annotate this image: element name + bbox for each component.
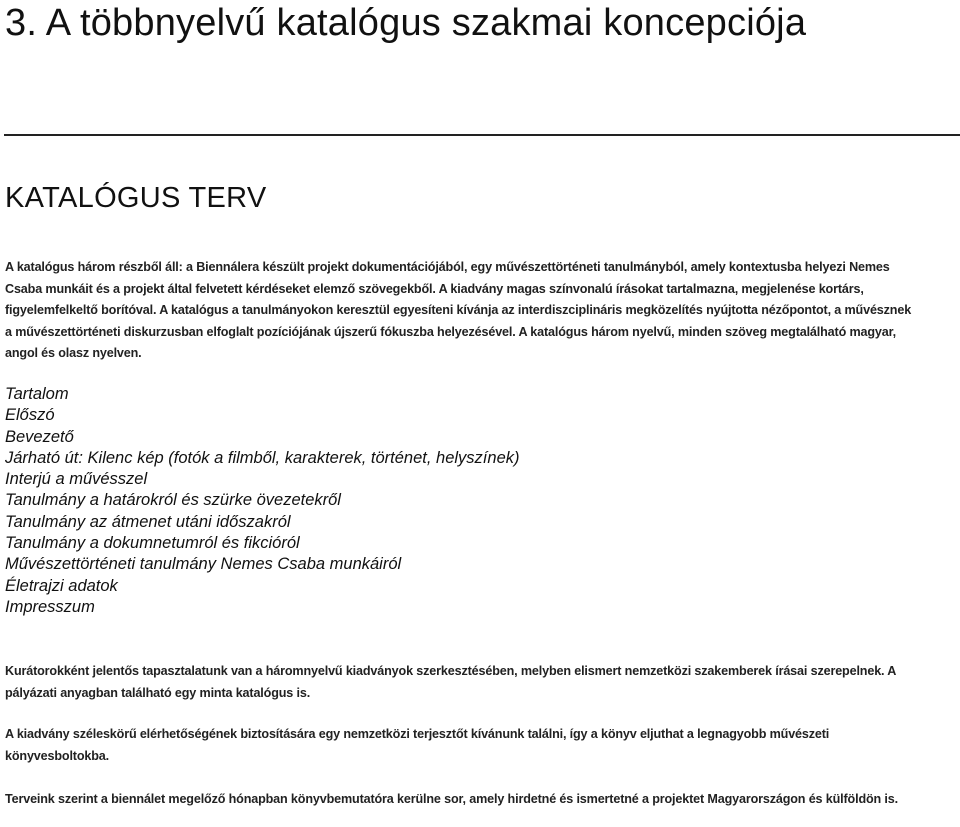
plans-paragraph: Terveink szerint a biennálet megelőző hónapban könyvbemutatóra kerülne sor, amely hirdetné és ismertetné a projektet Magyarországon és külföldön is. [5, 792, 898, 806]
toc-item: Tanulmány a határokról és szürke övezetekről [5, 491, 341, 510]
toc-item: Interjú a művésszel [5, 470, 148, 489]
page-title: 3. A többnyelvű katalógus szakmai koncepciója [5, 2, 807, 44]
title-divider [4, 134, 960, 136]
toc-item: Tanulmány az átmenet utáni időszakról [5, 512, 291, 531]
curators-paragraph: Kurátorokként jelentős tapasztalatunk van a háromnyelvű kiadványok szerkesztésében, melyben elismert nemzetközi szakemberek írásai szerepelnek. A pályázati anyagban található egy minta katalógus is. [5, 664, 896, 700]
distribution-paragraph: A kiadvány széleskörű elérhetőségének biztosítására egy nemzetközi terjesztőt kívánunk találni, így a könyv eljuthat a legnagyobb művészeti könyvesboltokba. [5, 727, 830, 763]
intro-paragraph: A katalógus három részből áll: a Biennálera készült projekt dokumentációjából, egy művészettörténeti tanulmányból, amely kontextusba helyezi Nemes Csaba munkáit és a projekt által felvetett kérdéseket elemző szövegekből. A kiadvány magas színvonalú írásokat tartalmazna, megjelenése kortárs, figyelemfelkeltő borítóval. A katalógus a tanulmányokon keresztül egyesíteni kívánja az interdiszciplináris megközelítés nyújtotta nézőpontot, a művésznek a művészettörténeti diskurzusban elfoglalt pozíciójának újszerű fókuszba helyezésével. A katalógus három nyelvű, minden szöveg megtalálható magyar, angol és olasz nyelven. [5, 260, 912, 360]
toc-heading: Tartalom [5, 385, 69, 403]
toc-item: Tanulmány a dokumnetumról és fikcióról [5, 534, 300, 553]
toc-item: Életrajzi adatok [5, 576, 118, 595]
toc-item: Művészettörténeti tanulmány Nemes Csaba munkáiról [5, 555, 402, 574]
toc-item: Előszó [5, 406, 55, 425]
toc-item: Járható út: Kilenc kép (fotók a filmből, karakterek, történet, helyszínek) [5, 448, 520, 467]
toc-item: Bevezető [5, 427, 74, 446]
section-heading: KATALÓGUS TERV [5, 182, 267, 214]
table-of-contents [5, 384, 520, 618]
toc-item: Impresszum [5, 597, 95, 616]
toc-list [5, 405, 520, 618]
